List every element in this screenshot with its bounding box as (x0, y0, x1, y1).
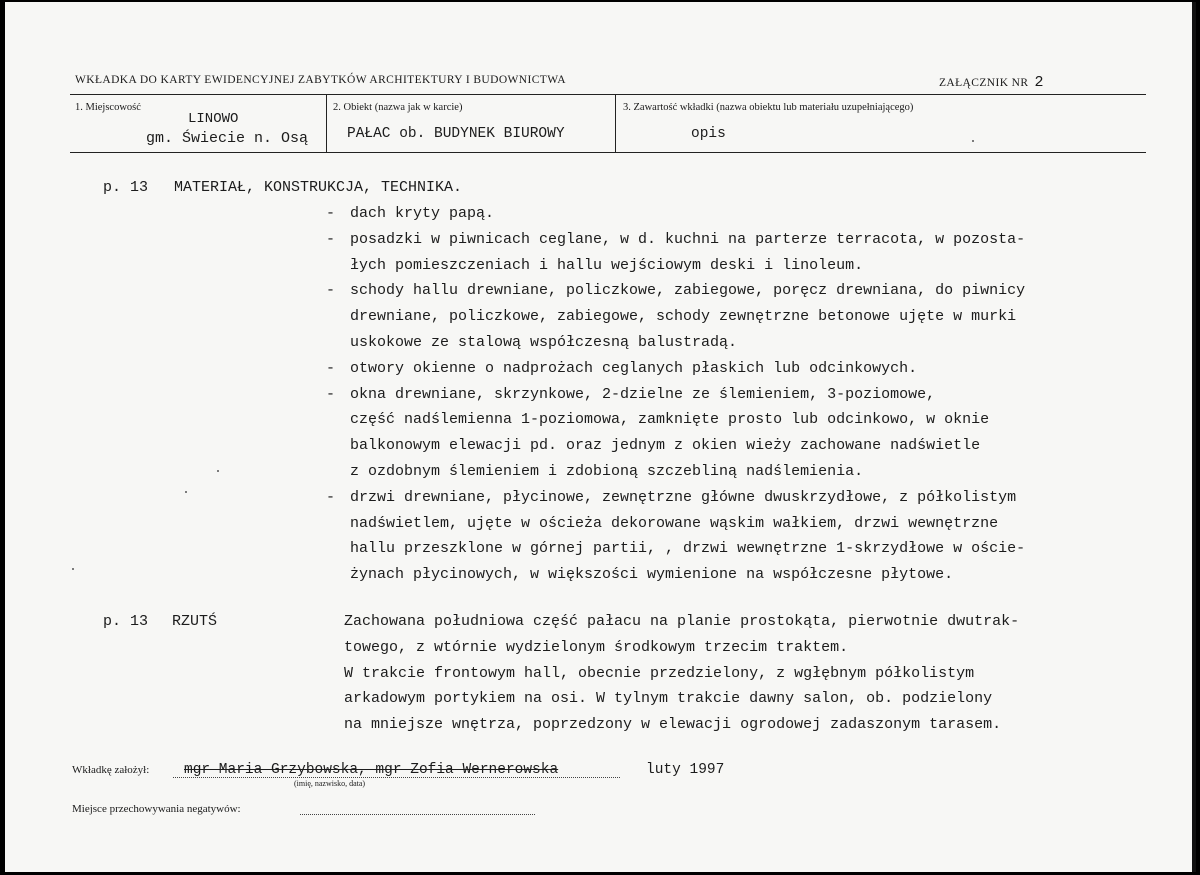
section-1-line (326, 407, 989, 433)
section-2-line: towego, z wtórnie wydzielonym środkowym trzecim traktem. (344, 638, 849, 656)
author-hint: (imię, nazwisko, data) (294, 779, 366, 788)
author-label: Wkładkę założył: (72, 764, 150, 776)
section-2-line: na mniejsze wnętrza, poprzedzony w elewacji ogrodowej zadaszonym tarasem. (344, 716, 1002, 734)
section-1-title: MATERIAŁ, KONSTRUKCJA, TECHNIKA. (174, 179, 463, 196)
line-text: nadświetlem, ujęte w ościeża dekorowane wąskim wałkiem, drzwi wewnętrzne (350, 514, 999, 532)
line-text: łych pomieszczeniach i hallu wejściowym deski i linoleum. (350, 256, 864, 274)
line-text: hallu przeszklone w górnej partii, , drzwi wewnętrzne 1-skrzydłowe w oście- (350, 540, 1026, 558)
section-1-line (326, 330, 737, 356)
section-2-line: W trakcie frontowym hall, obecnie przedzielony, z wgłębnym półkolistym (344, 664, 975, 682)
field-1-commune: gm. Świecie n. Osą (146, 130, 309, 147)
field-divider-1 (326, 95, 327, 152)
section-1-line (326, 459, 863, 485)
line-text: uskokowe ze stalową współczesną balustradą. (350, 334, 738, 351)
section-2-line: arkadowym portykiem na osi. W tylnym trakcie dawny salon, ob. podzielony (344, 690, 993, 708)
line-text: schody hallu drewniane, policzkowe, zabiegowe, poręcz drewniana, do piwnicy (350, 282, 1026, 300)
section-1-line (326, 201, 494, 227)
bullet-dash: - (326, 359, 336, 377)
bullet-dash: - (326, 282, 336, 300)
line-text: posadzki w piwnicach ceglane, w d. kuchni na parterze terracota, w pozosta- (350, 230, 1026, 248)
section-1-line (326, 278, 1025, 304)
field-2-object: PAŁAC ob. BUDYNEK BIUROWY (347, 126, 565, 142)
section-1-line (326, 227, 1025, 253)
field-divider-2 (615, 95, 616, 152)
line-text: żynach płycinowych, w większości wymienione na współczesne płytowe. (350, 566, 954, 584)
line-text: część nadślemienna 1-poziomowa, zamknięte prosto lub odcinkowo, w oknie (350, 411, 990, 429)
line-text: okna drewniane, skrzynkowe, 2-dzielne ze ślemieniem, 3-poziomowe, (350, 385, 936, 403)
negatives-label: Miejsce przechowywania negatywów: (72, 803, 241, 815)
bullet-dash: - (326, 488, 336, 506)
speck (185, 491, 187, 493)
author-value: mgr Maria Grzybowska, mgr Zofia Wernerowska (184, 762, 559, 778)
insert-card (5, 2, 1196, 872)
section-1-line (326, 562, 953, 588)
line-text: balkonowym elewacji pd. oraz jednym z okien wieży zachowane nadświetle (350, 437, 981, 455)
section-1-line (326, 536, 1025, 562)
annex-label: ZAŁĄCZNIK NR (939, 77, 1029, 89)
section-2-title: RZUTŚ (172, 613, 218, 630)
date-value: luty 1997 (646, 762, 725, 778)
section-1-line (326, 304, 1016, 330)
speck (217, 470, 219, 472)
section-1-line (326, 485, 1016, 511)
line-text: dach kryty papą. (350, 205, 495, 222)
annex-label-group (939, 74, 1044, 91)
annex-number: 2 (1034, 74, 1044, 91)
card-edge-shadow (1192, 2, 1196, 872)
section-1-ref: p. 13 (103, 179, 149, 196)
speck (72, 568, 74, 570)
field-2-label: 2. Obiekt (nazwa jak w karcie) (333, 102, 463, 113)
bullet-dash: - (326, 385, 336, 403)
section-1-line (326, 511, 998, 537)
negatives-dotted-line (300, 814, 535, 815)
bullet-dash: - (326, 205, 336, 222)
section-2-ref: p. 13 (103, 613, 149, 630)
bullet-dash: - (326, 230, 336, 248)
header-top-rule (70, 94, 1146, 95)
line-text: z ozdobnym ślemieniem i zdobioną szczebliną nadślemienia. (350, 463, 864, 480)
section-2-line: Zachowana południowa część pałacu na planie prostokąta, pierwotnie dwutrak- (344, 613, 1020, 630)
field-1-label: 1. Miejscowość (75, 102, 141, 113)
section-1-line (326, 253, 863, 279)
field-3-label: 3. Zawartość wkładki (nazwa obiektu lub materiału uzupełniającego) (623, 102, 914, 113)
line-text: otwory okienne o nadprożach ceglanych płaskich lub odcinkowych. (350, 359, 918, 377)
speck (972, 140, 974, 142)
line-text: drewniane, policzkowe, zabiegowe, schody zewnętrzne betonowe ujęte w murki (350, 308, 1017, 326)
field-1-locality: LINOWO (188, 111, 239, 127)
form-title: WKŁADKA DO KARTY EWIDENCYJNEJ ZABYTKÓW ARCHITEKTURY I BUDOWNICTWA (75, 74, 566, 86)
section-1-line (326, 382, 935, 408)
field-3-content: opis (691, 126, 726, 142)
header-bottom-rule (70, 152, 1146, 153)
section-1-line (326, 356, 917, 382)
line-text: drzwi drewniane, płycinowe, zewnętrzne główne dwuskrzydłowe, z półkolistym (350, 488, 1017, 506)
section-1-line (326, 433, 980, 459)
